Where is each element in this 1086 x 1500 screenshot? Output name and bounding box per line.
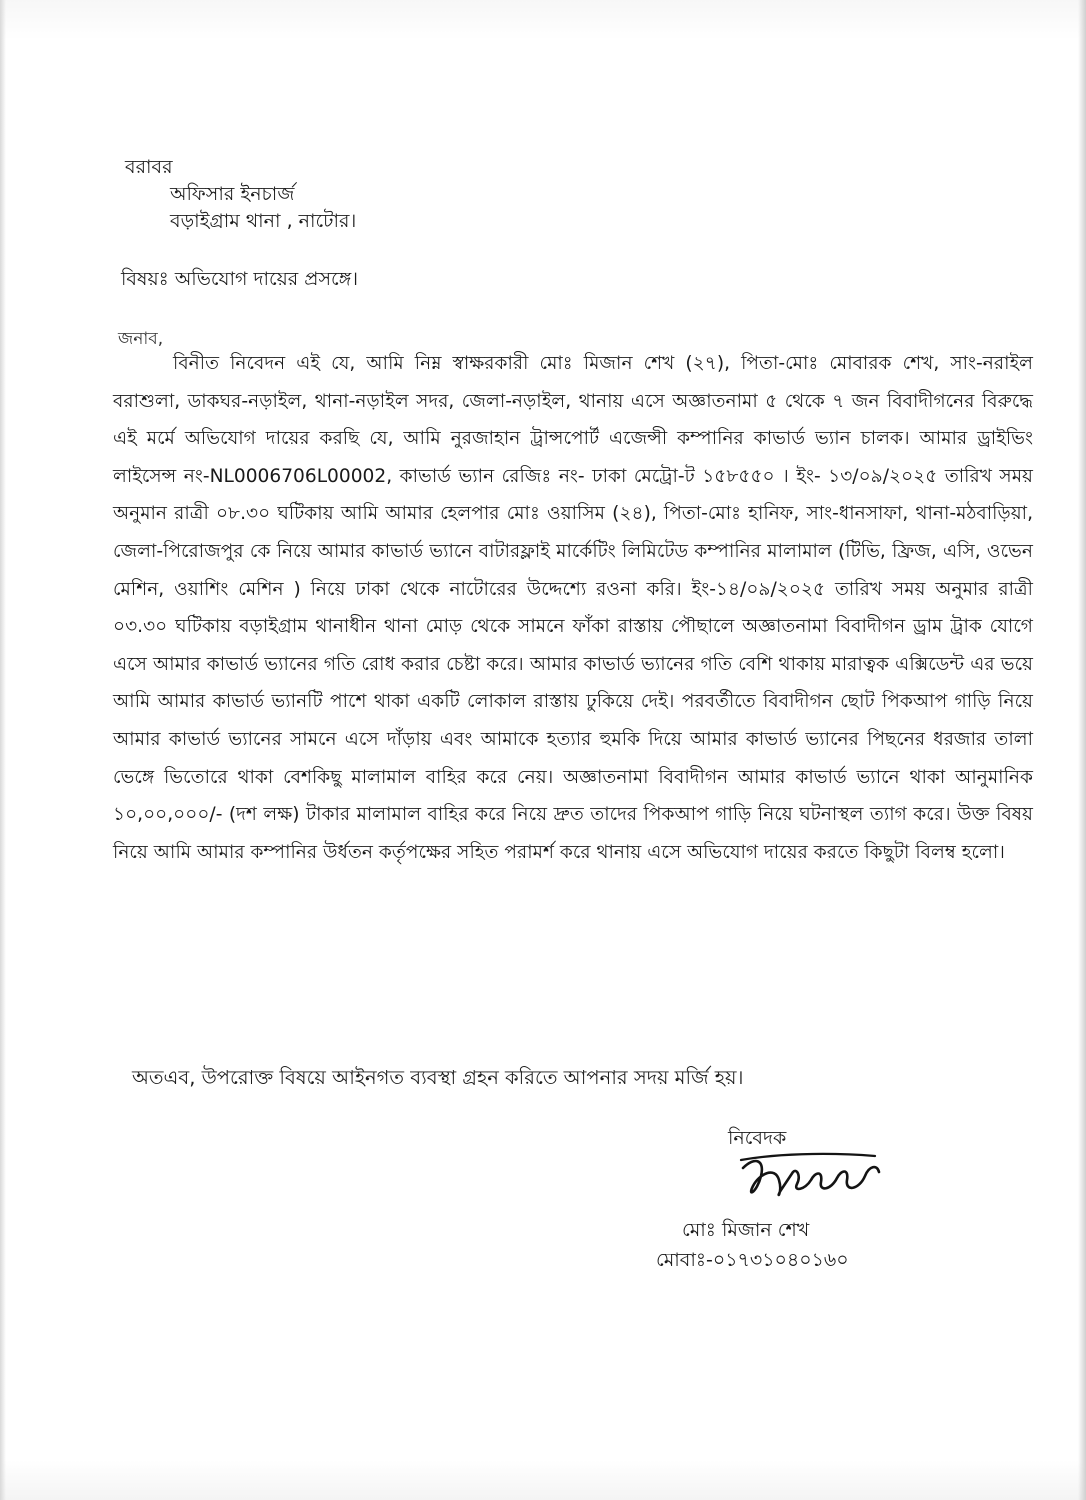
- salutation: জনাব,: [118, 329, 164, 349]
- page-left-edge-shadow: [0, 0, 6, 1500]
- closing-line: অতএব, উপরোক্ত বিষয়ে আইনগত ব্যবস্থা গ্রহন করিতে আপনার সদয় মর্জি হয়।: [132, 1066, 744, 1089]
- signature-label: নিবেদক: [728, 1127, 787, 1149]
- letter-body: বিনীত নিবেদন এই যে, আমি নিম্ন স্বাক্ষরকারী মোঃ মিজান শেখ (২৭), পিতা-মোঃ মোবারক শেখ, সাং-নরাইল বরাশুলা, ডাকঘর-নড়াইল, থানা-নড়াইল সদর, জেলা-নড়াইল, থানায় এসে অজ্ঞাতনামা ৫ থেকে ৭ জন বিবাদীগনের বিরুদ্ধে এই মর্মে অভিযোগ দায়ের করছি যে, আমি নুরজাহান ট্রান্সপোর্ট এজেন্সী কম্পানির কাভার্ড ভ্যান চালক। আমার ড্রাইভিং লাইসেন্স নং-NL0006706L00002, কাভার্ড ভ্যান রেজিঃ নং- ঢাকা মেট্রো-ট ১৫৮৫৫০ । ইং- ১৩/০৯/২০২৫ তারিখ সময় অনুমান রাত্রী ০৮.৩০ ঘটিকায় আমি আমার হেলপার মোঃ ওয়াসিম (২৪), পিতা-মোঃ হানিফ, সাং-ধানসাফা, থানা-মঠবাড়িয়া, জেলা-পিরোজপুর কে নিয়ে আমার কাভার্ড ভ্যানে বাটারফ্লাই মার্কেটিং লিমিটেড কম্পানির মালামাল (টিভি, ফ্রিজ, এসি, ওভেন মেশিন, ওয়াশিং মেশিন ) নিয়ে ঢাকা থেকে নাটোরের উদ্দেশ্যে রওনা করি। ইং-১৪/০৯/২০২৫ তারিখ সময় অনুমার রাত্রী ০৩.৩০ ঘটিকায় বড়াইগ্রাম থানাধীন থানা মোড় থেকে সামনে ফাঁকা রাস্তায় পৌছালে অজ্ঞাতনামা বিবাদীগন ড্রাম ট্রাক যোগে এসে আমার কাভার্ড ভ্যানের গতি রোধ করার চেষ্টা করে। আমার কাভার্ড ভ্যানের গতি বেশি থাকায় মারাত্বক এক্সিডেন্ট এর ভয়ে আমি আমার কাভার্ড ভ্যানটি পাশে থাকা একটি লোকাল রাস্তায় ঢুকিয়ে দেই। পরবর্তীতে বিবাদীগন ছোট পিকআপ গাড়ি নিয়ে আমার কাভার্ড ভ্যানের সামনে এসে দাঁড়ায় এবং আমাকে হত্যার হুমকি দিয়ে আমার কাভার্ড ভ্যানের পিছনের ধরজার তালা ভেঙ্গে ভিতোরে থাকা বেশকিছু মালামাল বাহির করে নেয়। অজ্ঞাতনামা বিবাদীগন আমার কাভার্ড ভ্যানে থাকা আনুমানিক ১০,০০,০০০/- (দশ লক্ষ) টাকার মালামাল বাহির করে নিয়ে দ্রুত তাদের পিকআপ গাড়ি নিয়ে ঘটনাস্থল ত্যাগ করে। উক্ত বিষয় নিয়ে আমি আমার কম্পানির উর্ধতন কর্তৃপক্ষের সহিত পরামর্শ করে থানায় এসে অভিযোগ দায়ের করতে কিছুটা বিলম্ব হলো।: [113, 353, 1033, 863]
- signer-name: মোঃ মিজান শেখ: [682, 1219, 810, 1241]
- signature-block: [640, 1120, 900, 1280]
- handwritten-signature: [735, 1146, 885, 1216]
- addressee-officer: অফিসার ইনচার্জ: [170, 183, 295, 205]
- addressee-station: বড়াইগ্রাম থানা , নাটোর।: [170, 210, 357, 232]
- letter-subject: বিষয়ঃ অভিযোগ দায়ের প্রসঙ্গে।: [121, 268, 359, 290]
- signer-phone: মোবাঃ-০১৭৩১০৪০১৬০: [656, 1249, 849, 1271]
- page-right-edge-shadow: [1078, 0, 1086, 1500]
- addressee-to: বরাবর: [125, 156, 173, 178]
